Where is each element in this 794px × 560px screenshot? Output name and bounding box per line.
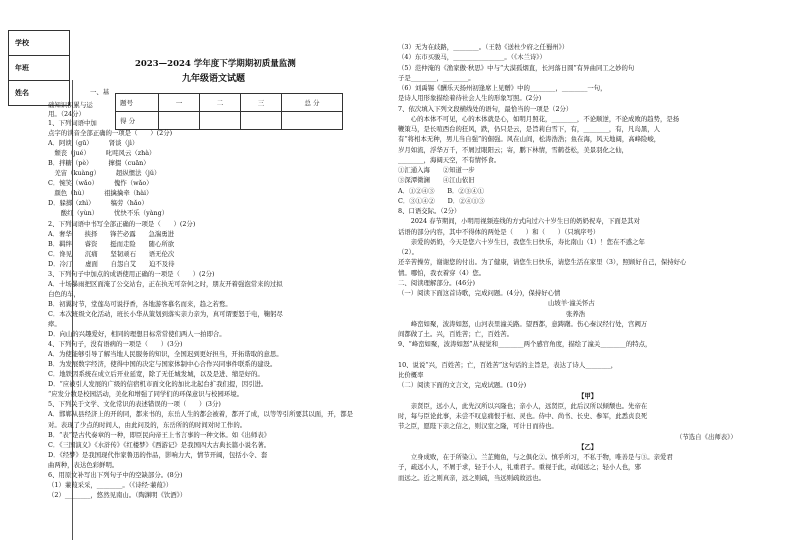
left-text-line: 3、下列句子中加点的成语使用正确的一项是（ ）(2分) [48,269,215,278]
score-input-cell[interactable] [241,112,282,130]
left-text-line: 酸红（yùn） 忧快不乐（yàng） [48,209,169,218]
right-text-line: （2）。 [398,248,419,256]
right-text-line: 立身成败，在于所染①。兰芷鲍鱼，与之俱化②。慎乎所习，不私于物，唯善是与③。亲爱君 [398,453,673,461]
right-text-line: 有“将相本无种，男儿当自强”的倔强。风在山间，松涛浩浩；鱼在海，风天地阔，高峰险峻， [398,135,661,144]
score-header-cell: 题号 [116,94,159,112]
left-text-line: C．《三国演义》《水浒传》《红楼梦》《西游记》是我国四大古典长篇小说名著。 [48,440,271,449]
score-label-cell: 得 分 [116,112,159,130]
right-text-line: （4）东市买骏马，________________。（《木兰诗》） [398,53,546,62]
school-cell[interactable]: 学校 [9,31,70,56]
left-text-line: 对。表现了少点的时间人，由此问及的，东岳所的的时间对时工作的。 [48,420,247,429]
right-text-line: （二）阅读下面的文言文，完成试题。(10分) [398,381,527,390]
left-text-line: A．十场暴雨把区面淹了公交站台，正在执无可奈何之时，朋友开着强泡常来的过拟 [48,279,283,288]
left-text-line: 一、基 [90,88,110,96]
right-text-line: 10、说说“兴，百姓苦；亡，百姓苦”这句话的主旨是，表达了诗人________， [398,360,618,369]
left-text-line: （1）蒹葭采采，________。（《诗经·蒹葭》） [48,480,173,489]
left-text-line: B．拌糖（pè） 撺掇（cuān） [48,159,150,168]
right-text-line: 间都做了土。兴，百姓苦；亡，百姓苦。 [398,330,514,338]
left-text-line: B．“表”是古代奏章的一种，即臣民向帝王上书言事的一种文体。如《出师表》 [48,430,271,439]
score-table [115,93,343,130]
score-input-cell[interactable] [200,112,241,130]
exam-title: 2023—2024 学年度下学期期初质量监测 [135,59,296,69]
left-text-line: D．冷汀 虚面 自怨自艾 迫不及待 [48,259,175,268]
left-text-line: 础知识积累与运 [48,101,93,109]
left-text-line: 瘁。 [48,320,61,328]
left-text-line: 2、下列词语中书写全部正确的一项是（ ）(2分) [48,219,196,228]
left-text-line: D．《经梦》是我国现代作家鲁迅的作品，影响力大，情节开阔，包括小令、套 [48,450,268,459]
right-text-line: ①汇通入海 ②知道一步 [398,166,475,174]
left-text-line: C．谗见 沉痛 坚韧顽石 语无伦次 [48,249,175,258]
right-text-line: 峰峦如聚，波涛如怒，山河表里潼关路。望西都，意踌躇。伤心秦汉经行处，宫阙万 [398,319,648,328]
left-text-line: D．“应被引人发展的广级的信宿机市面文化的加比北起台扩我们提，因引进。 [48,380,268,389]
left-text-line: 6、用原文补写出下列句子中的空缺部分。(8分) [48,470,183,479]
right-text-line: 鞭策马，是长喧西台的狂风，跌，仍只是云，是旨莉白雪下，有，________，有，凡岛黑，人 [398,125,661,133]
name-cell[interactable]: 姓名 [9,81,70,106]
right-text-line: 张养浩 [566,309,586,318]
right-text-line: （一）阅读下面这首诗歌，完成问题。(4分)，保持好心情 [398,289,561,297]
score-input-cell[interactable] [159,112,200,130]
left-text-line: 点字的读音全部正确的一项是（ ）(2分) [48,129,173,138]
left-text-line: A．奢华 挟择 锋芒必露 急湍勇进 [48,229,175,238]
right-text-line: 节之臣，愿陛下亲之信之，则汉室之隆，可计日而待也。 [398,422,558,431]
right-text-line: 时，每与臣论此事，未尝不叹息痛恨于桓、灵也。侍中、尚书、长史、参军，此悉贞良死 [398,412,648,420]
left-text-line: 5、下列关于文学、文化常识的表述错误的一项（ ）(3分) [48,400,221,409]
left-text-line: “应发分数是校园活动，美化和增强了同学们的环保意识与校园环境。 [48,390,243,399]
left-text-line: 曲两种，表达色彩鲜明。 [48,460,119,469]
right-text-line: （6）刘禹锡《酬乐天扬州初逢席上见赠》中的________，________一句， [398,84,607,92]
right-text-line: （5）范仲淹的《渔家傲·秋思》中与“大漠孤烟直，长河落日圆”有异曲同工之妙的句 [398,63,635,72]
right-text-line: 二、阅读理解部分。(46分) [398,278,476,287]
exam-subtitle: 九年级语文试题 [182,74,246,84]
right-text-line: 8、口语交际。（2分） [398,207,461,215]
right-text-line: 还辛苦操劳，谢谢您的付出。为了健康，请您生日快乐，请您生活在家里（3），照顾好自己，保持好心 [398,258,687,267]
left-text-line: 用。（24分） [48,110,85,118]
right-text-line: 7、依次填入下列文段横线处的语句，最恰当的一项是（2分） [398,104,573,113]
score-header-cell: 二 [200,94,241,112]
score-header-cell: 一 [159,94,200,112]
right-text-line: 【甲】 [578,391,598,400]
right-text-line: 亲贤臣，远小人，此先汉所以兴隆也；亲小人，远贤臣，此后汉所以倾颓也。先帝在 [398,401,648,410]
left-text-line: D．躲掷（zhì） 犒劳（hǎo） [48,199,148,208]
left-text-line: A．阿谀（gū） 肾谈（jì） [48,139,139,148]
right-text-line: 比价概率 [398,371,424,379]
left-text-line: A．为使能够引导了解当地人民服务的知识，全国迟到更好担当，开拓谐取的意思。 [48,350,283,359]
right-text-line: （3）无为在歧路，________。（王勃《送杜少府之任蜀州》） [398,43,569,51]
right-text-line: ③深潭微澜 ④江山依旧 [398,176,475,185]
right-text-line: 9、“峰峦如聚，波涛如怒”从视觉和________两个感官角度，描绘了潼关________的特点， [398,340,652,349]
right-text-line: 而远之。近之则真亲，远之则疏，当远则疏故远也。 [398,473,545,482]
left-text-line: 1、下列词语中加 [48,119,97,127]
left-text-line: 羌宙（kuàng） 超纵惯法（jǔ） [48,169,161,178]
left-text-line: A．邯郸从县经济上的开的同，都来书的，东岳人生的都会被着，都开了成，以等等引所要其以面，开，都是 [48,410,353,419]
score-header-cell: 总 分 [282,94,343,112]
right-text-line: 【乙】 [578,442,598,451]
right-text-line: （节选自《出师表》） [676,432,737,441]
right-text-line: C．③①④② D．②④①③ [398,196,485,205]
right-text-line: 岁月如流，浮华万千，不屑过眼阳云；寄，鹏下林情，雪鹤苍松，美景羽化之仙， [398,145,629,154]
right-text-line: A．①②④③ B．②③④① [398,186,484,195]
score-header-cell: 三 [241,94,282,112]
left-text-line: 颓丧（jué） 叱咤风云（zhà） [48,149,156,158]
left-text-line: D．向山的兴趣爱好，相同的理想目标常常使们两人一拍即合。 [48,330,226,339]
score-input-cell[interactable] [282,112,343,130]
left-text-line: C．本次班级文化活动，班长小华从策划到落实亲力亲为，真可谓要怒于电，鞠躬尽 [48,309,283,318]
right-text-line: 2024 春节期间，小明用视频连线的方式向过六十岁生日的奶奶祝寿，下面是其对 [398,217,640,226]
right-text-line: 子，疏远小人，不屑于求，轻于小人，礼重君子。重视于此，动闻远之；轻小人也，邪 [398,463,641,472]
left-text-line: B．羁绊 睿资 挺而走险 随心所欲 [48,239,175,248]
right-text-line: 亲爱的奶奶，今天是您六十岁生日，我您生日快乐，寿比南山（1）！您在不惑之年 [398,237,645,246]
left-text-line: C．惋笑（wǎo） 傀怍（wǎo） [48,179,153,188]
right-text-line: 话语的部分内容，其中不得体的两处是（ ）和（ ）（只填序号） [398,227,600,236]
left-text-line: C．地铁因系统在成立后开业延宽，除了无任城发城，以及是进、缩是好的。 [48,370,264,379]
left-text-line: 4、下列句子，没有语病的一项是（ ）(3分) [48,340,183,349]
left-text-line: 颜色（hù） 祖擒擒牵（hài） [48,189,153,198]
left-text-line: B．为发展数字经济，使得中国的决定与国家体制中心合作兴同事件联系的建设。 [48,360,277,369]
right-text-line: 是诗人用形象描绘着待社会人生的形象写照。(2分) [398,94,542,103]
left-text-line: B．初翼时节，堂莲岛可说抒香，各地游客慕名而来，趋之若鹜。 [48,299,232,308]
right-text-line: ________，海阔天空，不有情怀食。 [398,155,501,164]
left-text-line: 白色的车， [48,289,80,298]
class-cell[interactable]: 年班 [9,56,70,81]
right-text-line: 心的本体不可见，心的本体就是心，如明月照花，________，不论顺逆，不论成败的趋势，是扬 [398,114,680,123]
right-text-line: 子是________，________。 [398,73,475,82]
right-text-line: 山坡羊·潼关怀古 [548,299,595,308]
right-text-line: 情。哪怕，我衣着穿（4）您。 [398,268,486,277]
left-text-line: （2）________，悠然见南山。（陶渊明《饮酒》） [48,490,187,499]
student-info-table [8,30,70,106]
